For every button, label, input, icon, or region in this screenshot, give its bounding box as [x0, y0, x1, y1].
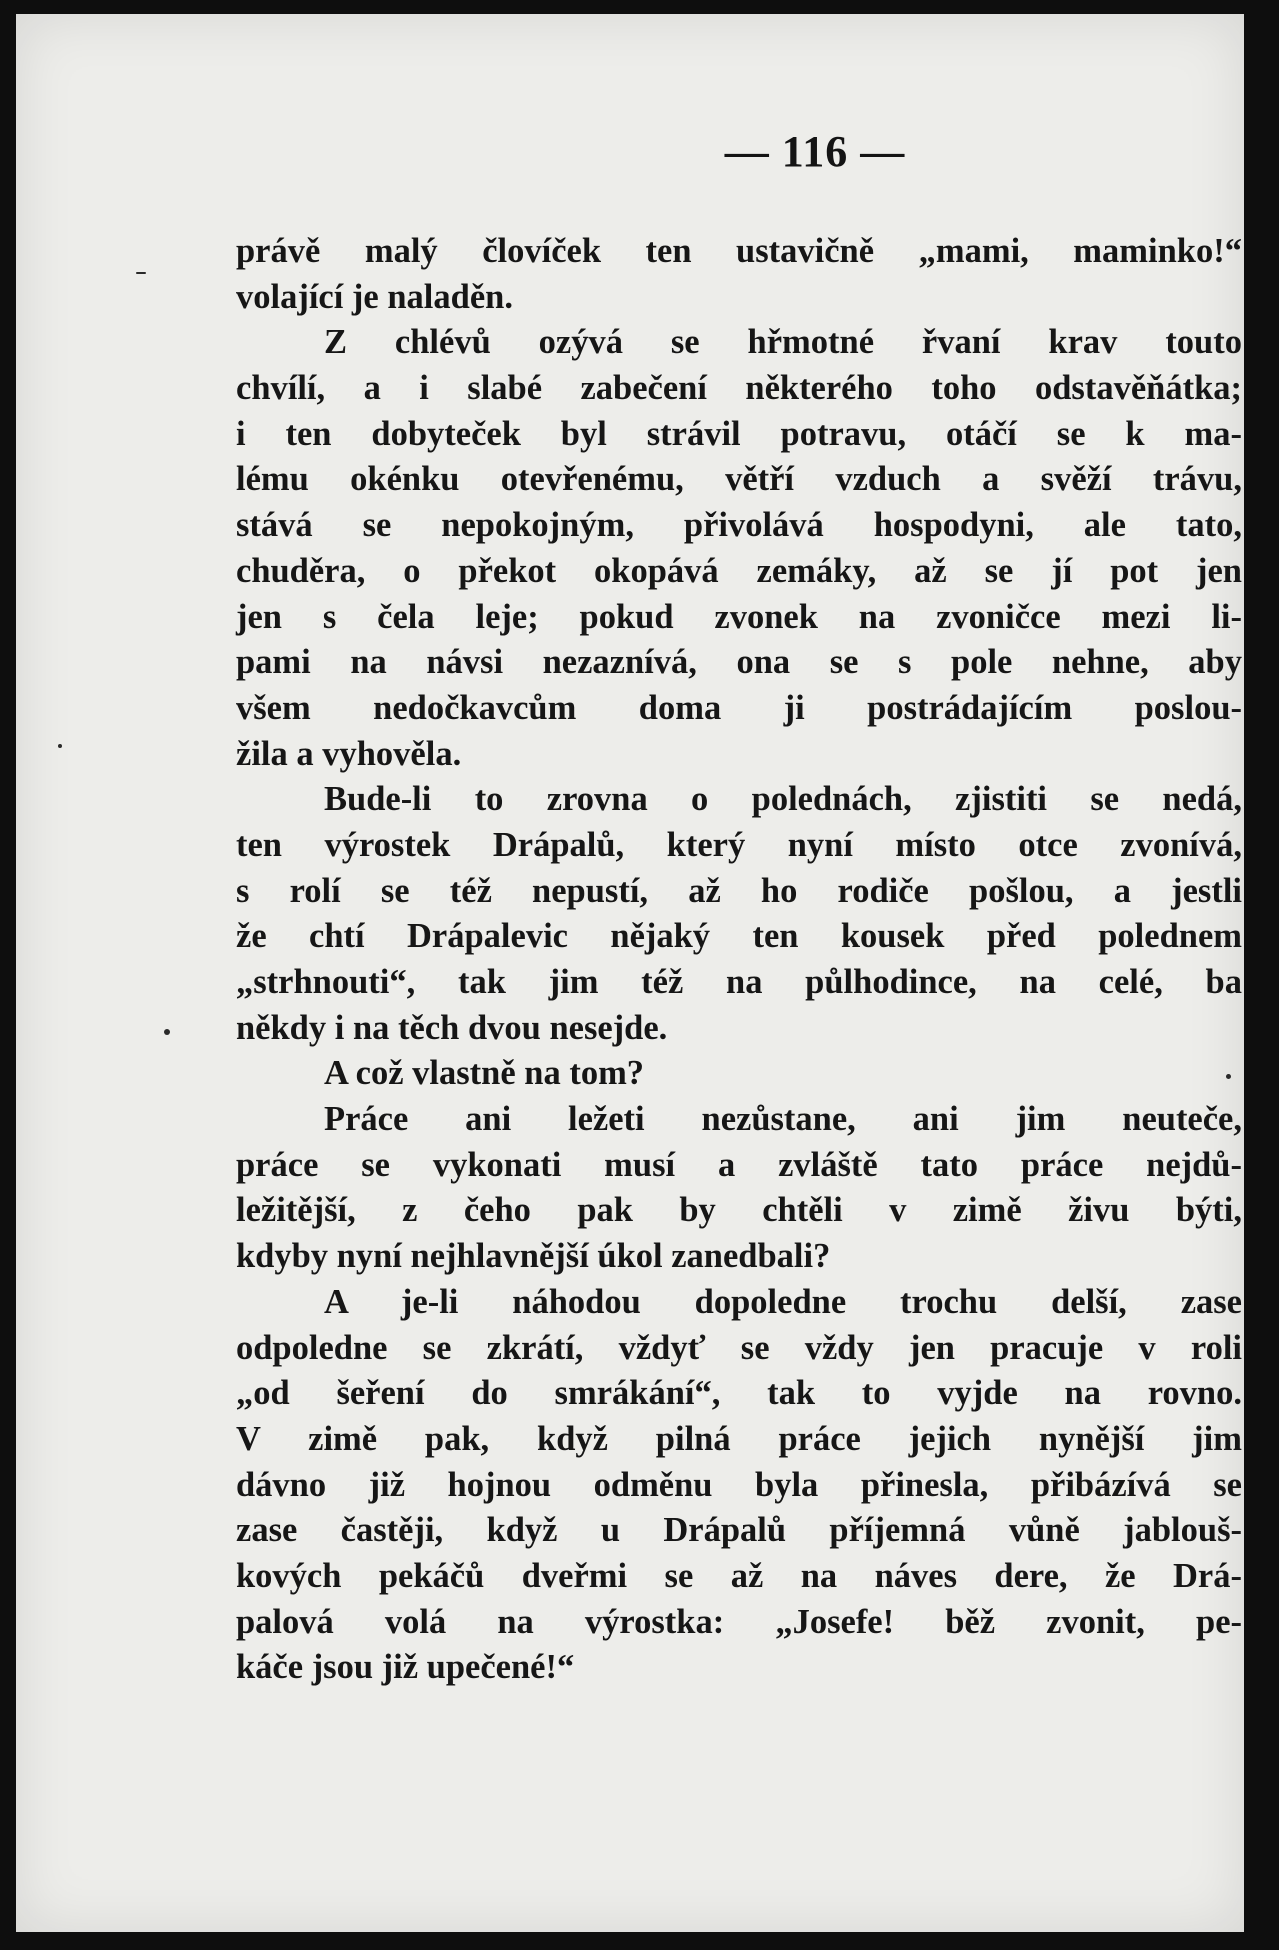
text-line: kových pekáčů dveřmi se až na náves dere, že Drá-	[236, 1556, 1242, 1595]
text-line: s rolí se též nepustí, až ho rodiče pošlou, a jestli	[236, 871, 1242, 910]
text-line: ležitější, z čeho pak by chtěli v zimě živu býti,	[236, 1191, 1242, 1230]
scan-speck	[58, 744, 62, 748]
page-number-text: — 116 —	[724, 127, 906, 176]
text-line: pami na návsi nezaznívá, ona se s pole nehne, aby	[236, 643, 1242, 682]
text-line: ten výrostek Drápalů, který nyní místo otce zvonívá,	[236, 825, 1242, 864]
page-number	[16, 126, 1244, 177]
text-line: „strhnouti“, tak jim též na půlhodince, na celé, ba	[236, 963, 1242, 1001]
text-line: palová volá na výrostka: „Josefe! běž zvonit, pe-	[236, 1602, 1242, 1641]
book-page	[16, 14, 1244, 1932]
text-line: Z chlévů ozývá se hřmotné řvaní krav touto	[324, 323, 1242, 362]
text-line: chvílí, a i slabé zabečení některého toho odstavěňátka;	[236, 369, 1242, 408]
text-line: práce se vykonati musí a zvláště tato práce nejdů-	[236, 1145, 1242, 1184]
text-line: právě malý človíček ten ustavičně „mami, maminko!“	[236, 232, 1242, 270]
text-line: lému okénku otevřenému, větří vzduch a svěží trávu,	[236, 460, 1242, 499]
text-line: volající je naladěn.	[236, 277, 513, 316]
scan-speck	[164, 1029, 170, 1035]
text-line: jen s čela leje; pokud zvonek na zvoničce mezi li-	[236, 597, 1242, 636]
text-line: Bude-li to zrovna o polednách, zjistiti se nedá,	[324, 780, 1242, 819]
text-line: žila a vyhověla.	[236, 734, 462, 773]
text-line: kdyby nyní nejhlavnější úkol zanedbali?	[236, 1237, 831, 1276]
text-line: odpoledne se zkrátí, vždyť se vždy jen pracuje v roli	[236, 1328, 1242, 1367]
text-line: V zimě pak, když pilná práce jejich nynější jim	[236, 1419, 1242, 1458]
text-line: A je-li náhodou dopoledne trochu delší, zase	[324, 1282, 1242, 1321]
text-line: káče jsou již upečené!“	[236, 1648, 575, 1687]
text-line: A což vlastně na tom?	[324, 1054, 645, 1093]
text-line: Práce ani ležeti nezůstane, ani jim neuteče,	[324, 1100, 1242, 1139]
text-line: i ten dobyteček byl strávil potravu, otáčí se k ma-	[236, 414, 1242, 453]
text-line: chuděra, o překot okopává zemáky, až se jí pot jen	[236, 551, 1242, 590]
text-line: dávno již hojnou odměnu byla přinesla, přibázívá se	[236, 1465, 1242, 1504]
text-line: stává se nepokojným, přivolává hospodyni, ale tato,	[236, 506, 1242, 545]
scan-speck	[1226, 1074, 1231, 1079]
text-line: „od šeření do smrákání“, tak to vyjde na rovno.	[236, 1374, 1242, 1413]
text-line: někdy i na těch dvou nesejde.	[236, 1008, 668, 1047]
text-line: zase častěji, když u Drápalů příjemná vůně jablouš-	[236, 1511, 1242, 1550]
scan-speck	[136, 272, 146, 274]
text-line: všem nedočkavcům doma ji postrádajícím poslou-	[236, 688, 1242, 727]
text-line: že chtí Drápalevic nějaký ten kousek před polednem	[236, 917, 1242, 956]
body-text	[236, 229, 1242, 1691]
